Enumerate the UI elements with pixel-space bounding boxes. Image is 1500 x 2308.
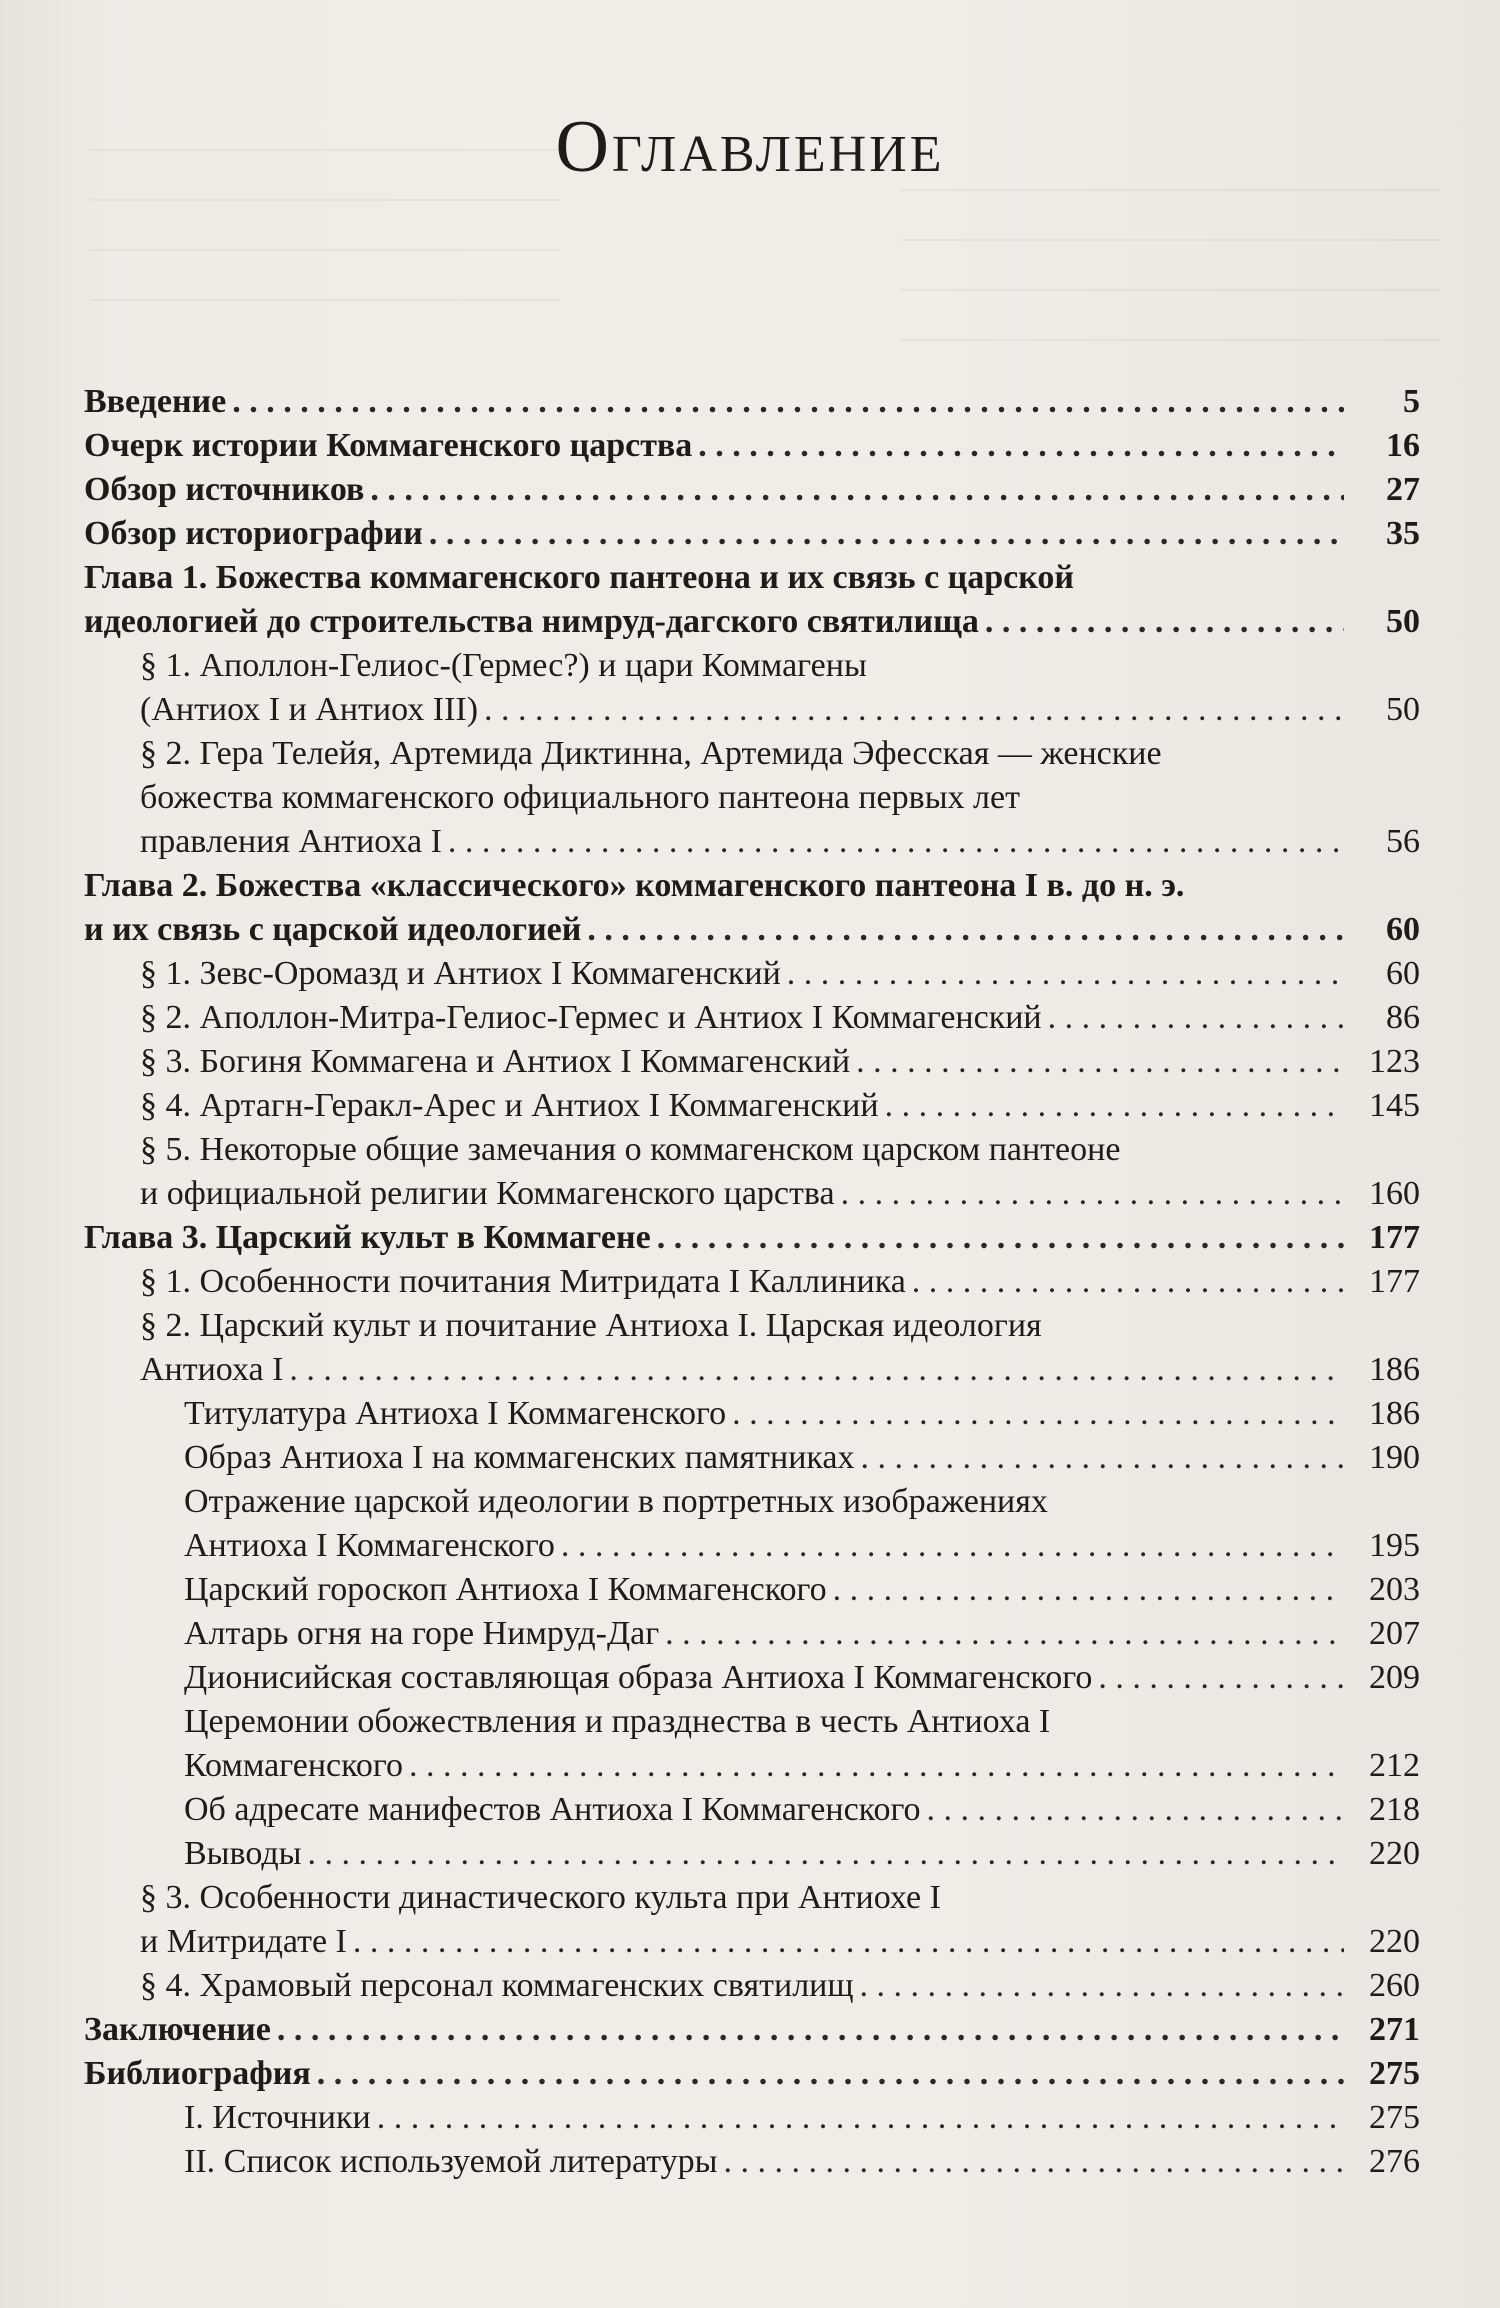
toc-entry-text: Антиоха I Коммагенского	[184, 1527, 555, 1564]
toc-entry[interactable]	[0, 1128, 1500, 1216]
toc-page-number: 60	[1386, 955, 1420, 992]
toc-entry[interactable]	[0, 1612, 1500, 1656]
toc-entry-text: Глава 3. Царский культ в Коммагене	[84, 1219, 651, 1256]
toc-entry[interactable]	[0, 1480, 1500, 1568]
dot-leader	[841, 1172, 1344, 1216]
toc-entry[interactable]	[0, 1392, 1500, 1436]
toc-entry-text: § 5. Некоторые общие замечания о коммагенском царском пантеоне	[140, 1131, 1121, 1168]
dot-leader	[787, 952, 1344, 996]
toc-entry[interactable]	[0, 1084, 1500, 1128]
toc-entry-text: § 1. Аполлон-Гелиос-(Гермес?) и цари Коммагены	[140, 647, 867, 684]
toc-entry-text: божества коммагенского официального пантеона первых лет	[140, 779, 1020, 816]
toc-entry[interactable]	[0, 2096, 1500, 2140]
toc-entry-text: Обзор источников	[84, 471, 365, 508]
toc-entry-text: Об адресате манифестов Антиоха I Коммагенского	[184, 1791, 921, 1828]
toc-page-number: 218	[1369, 1791, 1420, 1828]
toc-entry-text: Церемонии обожествления и празднества в честь Антиоха I	[184, 1703, 1051, 1740]
toc-page-number: 186	[1369, 1351, 1420, 1388]
dot-leader	[985, 600, 1344, 644]
toc-page-number: 56	[1386, 823, 1420, 860]
dot-leader	[860, 1964, 1344, 2008]
toc-entry[interactable]	[0, 1876, 1500, 1964]
toc-entry[interactable]	[0, 644, 1500, 732]
dot-leader	[409, 1744, 1344, 1788]
toc-entry-text: и официальной религии Коммагенского царства	[140, 1175, 835, 1212]
dot-leader	[289, 1348, 1344, 1392]
toc-entry[interactable]	[0, 1260, 1500, 1304]
toc-entry-text: Глава 1. Божества коммагенского пантеона и их связь с царской	[84, 559, 1075, 596]
dot-leader	[308, 1832, 1344, 1876]
toc-entry[interactable]	[0, 2008, 1500, 2052]
toc-entry[interactable]	[0, 996, 1500, 1040]
toc-entry-text: идеологией до строительства нимруд-дагского святилища	[84, 603, 979, 640]
dot-leader	[561, 1524, 1344, 1568]
toc-page-number: 195	[1369, 1527, 1420, 1564]
dot-leader	[885, 1084, 1344, 1128]
dot-leader	[861, 1436, 1345, 1480]
toc-page-number: 35	[1386, 515, 1420, 552]
toc-entry[interactable]	[0, 2052, 1500, 2096]
toc-entry[interactable]	[0, 952, 1500, 996]
dot-leader	[665, 1612, 1344, 1656]
toc-entry-text: I. Источники	[184, 2099, 371, 2136]
toc-entry-text: § 2. Царский культ и почитание Антиоха I. Царская идеология	[140, 1307, 1042, 1344]
toc-entry[interactable]	[0, 468, 1500, 512]
toc-entry-text: Заключение	[84, 2011, 271, 2048]
toc-entry[interactable]	[0, 1964, 1500, 2008]
toc-page-number: 271	[1369, 2011, 1420, 2048]
dot-leader	[317, 2052, 1344, 2096]
toc-page-number: 260	[1369, 1967, 1420, 2004]
toc-entry-text: Глава 2. Божества «классического» коммагенского пантеона I в. до н. э.	[84, 867, 1185, 904]
toc-page-number: 5	[1403, 383, 1420, 420]
toc-page-number: 212	[1369, 1747, 1420, 1784]
toc-entry-text: § 3. Богиня Коммагена и Антиох I Коммагенский	[140, 1043, 851, 1080]
toc-entry[interactable]	[0, 1832, 1500, 1876]
dot-leader	[277, 2008, 1344, 2052]
dot-leader	[484, 688, 1344, 732]
dot-leader	[377, 2096, 1344, 2140]
dot-leader	[1048, 996, 1344, 1040]
dot-leader	[1098, 1656, 1344, 1700]
toc-entry[interactable]	[0, 424, 1500, 468]
toc-page-number: 177	[1369, 1263, 1420, 1300]
toc-page-number: 50	[1386, 603, 1420, 640]
table-of-contents	[0, 380, 1500, 2184]
toc-entry-text: § 1. Зевс-Оромазд и Антиох I Коммагенский	[140, 955, 781, 992]
toc-page-number: 145	[1369, 1087, 1420, 1124]
toc-entry[interactable]	[0, 2140, 1500, 2184]
dot-leader	[856, 1040, 1344, 1084]
dot-leader	[429, 512, 1344, 556]
toc-entry[interactable]	[0, 1216, 1500, 1260]
toc-page-number: 16	[1386, 427, 1420, 464]
toc-entry-text: Введение	[84, 383, 227, 420]
dot-leader	[927, 1788, 1344, 1832]
toc-entry-text: § 2. Гера Телейя, Артемида Диктинна, Артемида Эфесская — женские	[140, 735, 1162, 772]
toc-entry-text: § 1. Особенности почитания Митридата I Каллиника	[140, 1263, 906, 1300]
toc-page-number: 60	[1386, 911, 1420, 948]
toc-entry[interactable]	[0, 1040, 1500, 1084]
dot-leader	[833, 1568, 1344, 1612]
toc-page-number: 186	[1369, 1395, 1420, 1432]
page-title: Оглавление	[555, 106, 945, 188]
toc-entry-text: Очерк истории Коммагенского царства	[84, 427, 693, 464]
toc-entry-text: и их связь с царской идеологией	[84, 911, 582, 948]
toc-entry-text: правления Антиоха I	[140, 823, 442, 860]
toc-page-number: 50	[1386, 691, 1420, 728]
toc-entry-text: Отражение царской идеологии в портретных изображениях	[184, 1483, 1048, 1520]
dot-leader	[698, 424, 1344, 468]
toc-page-number: 220	[1369, 1835, 1420, 1872]
toc-page-number: 27	[1386, 471, 1420, 508]
toc-entry-text: Коммагенского	[184, 1747, 403, 1784]
toc-entry[interactable]	[0, 864, 1500, 952]
toc-entry-text: Дионисийская составляющая образа Антиоха I Коммагенского	[184, 1659, 1093, 1696]
toc-entry[interactable]	[0, 512, 1500, 556]
toc-entry-text: II. Список используемой литературы	[184, 2143, 718, 2180]
toc-entry[interactable]	[0, 1656, 1500, 1700]
toc-entry-text: Царский гороскоп Антиоха I Коммагенского	[184, 1571, 827, 1608]
toc-entry-text: Выводы	[184, 1835, 302, 1872]
dot-leader	[723, 2140, 1344, 2184]
toc-page-number: 177	[1369, 1219, 1420, 1256]
toc-page-number: 160	[1369, 1175, 1420, 1212]
toc-entry-text: и Митридате I	[140, 1923, 347, 1960]
toc-page-number: 190	[1369, 1439, 1420, 1476]
toc-entry[interactable]	[0, 1788, 1500, 1832]
toc-entry-text: Титулатура Антиоха I Коммагенского	[184, 1395, 727, 1432]
dot-leader	[912, 1260, 1344, 1304]
toc-entry[interactable]	[0, 1304, 1500, 1392]
toc-entry[interactable]	[0, 1568, 1500, 1612]
dot-leader	[657, 1216, 1344, 1260]
dot-leader	[353, 1920, 1344, 1964]
toc-entry[interactable]	[0, 556, 1500, 644]
toc-page-number: 209	[1369, 1659, 1420, 1696]
toc-page-number: 275	[1369, 2055, 1420, 2092]
dot-leader	[587, 908, 1344, 952]
toc-page-number: 276	[1369, 2143, 1420, 2180]
toc-entry[interactable]	[0, 380, 1500, 424]
dot-leader	[370, 468, 1344, 512]
toc-entry-text: Алтарь огня на горе Нимруд-Даг	[184, 1615, 660, 1652]
toc-entry-text: (Антиох I и Антиох III)	[140, 691, 479, 728]
toc-entry[interactable]	[0, 1436, 1500, 1480]
toc-entry[interactable]	[0, 732, 1500, 864]
toc-entry-text: § 4. Артагн-Геракл-Арес и Антиох I Коммагенский	[140, 1087, 879, 1124]
toc-page-number: 207	[1369, 1615, 1420, 1652]
toc-page-number: 275	[1369, 2099, 1420, 2136]
dot-leader	[232, 380, 1344, 424]
toc-entry-text: § 4. Храмовый персонал коммагенских святилищ	[140, 1967, 854, 2004]
toc-page-number: 203	[1369, 1571, 1420, 1608]
toc-entry-text: Библиография	[84, 2055, 311, 2092]
toc-page-number: 220	[1369, 1923, 1420, 1960]
toc-entry-text: Антиоха I	[140, 1351, 284, 1388]
toc-page-number: 123	[1369, 1043, 1420, 1080]
dot-leader	[448, 820, 1344, 864]
dot-leader	[732, 1392, 1344, 1436]
toc-entry-text: § 3. Особенности династического культа при Антиохе I	[140, 1879, 941, 1916]
toc-page-number: 86	[1386, 999, 1420, 1036]
toc-entry-text: § 2. Аполлон-Митра-Гелиос-Гермес и Антиох I Коммагенский	[140, 999, 1042, 1036]
toc-entry-text: Образ Антиоха I на коммагенских памятниках	[184, 1439, 855, 1476]
toc-entry[interactable]	[0, 1700, 1500, 1788]
toc-entry-text: Обзор историографии	[84, 515, 423, 552]
